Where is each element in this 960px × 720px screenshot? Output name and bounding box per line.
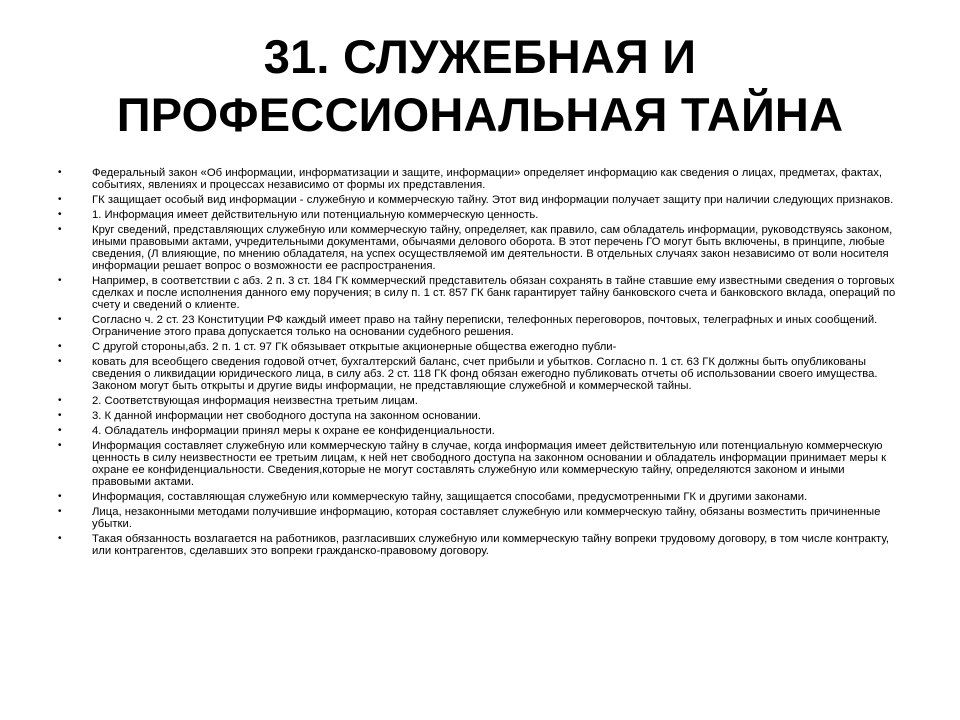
- bullet-item: [58, 209, 900, 221]
- bullet-icon: •: [58, 314, 62, 325]
- bullet-item: [58, 395, 900, 407]
- bullet-text: Например, в соответствии с абз. 2 п. 3 ст. 184 ГК коммерческий представитель обязан сохранять в тайне ставшие ему известными сведения о торговых сделках и после исполнения данного ему поручения; в силу п. 1 ст. 857 ГК банк гарантирует тайну банковского счета и банковского вклада, операций по счету и сведений о клиенте.: [92, 275, 896, 311]
- bullet-icon: •: [58, 209, 62, 220]
- bullet-item: [58, 533, 900, 557]
- bullet-text: С другой стороны,абз. 2 п. 1 ст. 97 ГК обязывает открытые акционерные общества ежегодно публи-: [92, 341, 617, 353]
- bullet-item: [58, 194, 900, 206]
- bullet-item: [58, 341, 900, 353]
- bullet-text: Согласно ч. 2 ст. 23 Конституции РФ каждый имеет право на тайну переписки, телефонных переговоров, почтовых, телеграфных и иных сообщений. Ограничение этого права допускается только на основании судебного решения.: [92, 314, 878, 338]
- bullet-text: Лица, незаконными методами получившие информацию, которая составляет служебную или коммерческую тайну, обязаны возместить причиненные убытки.: [92, 506, 881, 530]
- slide-title-line-1: 31. СЛУЖЕБНАЯ И: [263, 30, 697, 83]
- bullet-item: [58, 356, 900, 392]
- bullet-text: 4. Обладатель информации принял меры к охране ее конфиденциальности.: [92, 425, 495, 437]
- bullet-icon: •: [58, 491, 62, 502]
- slide-title-line-2: ПРОФЕССИОНАЛЬНАЯ ТАЙНА: [116, 88, 844, 141]
- bullet-icon: •: [58, 194, 62, 205]
- bullet-icon: •: [58, 341, 62, 352]
- bullet-icon: •: [58, 275, 62, 286]
- bullet-item: [58, 275, 900, 311]
- bullet-item: [58, 440, 900, 488]
- bullet-text: Федеральный закон «Об информации, информатизации и защите, информации» определяет информацию как сведения о лицах, предметах, фактах, событиях, явлениях и процессах независимо от формы их представления.: [92, 167, 883, 191]
- bullet-icon: •: [58, 356, 62, 367]
- bullet-list: [58, 167, 900, 560]
- bullet-item: [58, 167, 900, 191]
- bullet-item: [58, 491, 900, 503]
- bullet-item: [58, 224, 900, 272]
- bullet-text: Круг сведений, представляющих служебную или коммерческую тайну, определяет, как правило, сам обладатель информации, руководствуясь законом, иными правовыми актами, учредительными документами, обычаями делового оборота. В этот перечень ГО могут быть включены, в принципе, любые сведения, (Л влияющие, по мнению обладателя, на успех осуществляемой им деятельности. В отдельных случаях закон независимо от воли носителя информации решает вопрос о возможности ее распространения.: [92, 224, 893, 272]
- bullet-text: 3. К данной информации нет свободного доступа на законном основании.: [92, 410, 481, 422]
- bullet-icon: •: [58, 533, 62, 544]
- bullet-icon: •: [58, 440, 62, 451]
- bullet-item: [58, 506, 900, 530]
- bullet-icon: •: [58, 410, 62, 421]
- bullet-text: 2. Соответствующая информация неизвестна третьим лицам.: [92, 395, 418, 407]
- bullet-icon: •: [58, 167, 62, 178]
- bullet-text: Информация составляет служебную или коммерческую тайну в случае, когда информация имеет действительную или потенциальную коммерческую ценность в силу неизвестности ее третьим лицам, к ней нет свободного доступа на законном основании и обладатель информации принимает меры к охране ее конфиденциальности. Сведения,которые не могут составлять служебную или коммерческую тайну, определяются законом и иными правовыми актами.: [92, 440, 887, 488]
- slide-title: [40, 28, 920, 144]
- bullet-item: [58, 410, 900, 422]
- bullet-item: [58, 425, 900, 437]
- bullet-icon: •: [58, 506, 62, 517]
- bullet-text: 1. Информация имеет действительную или потенциальную коммерческую ценность.: [92, 209, 539, 221]
- bullet-text: Такая обязанность возлагается на работников, разгласивших служебную или коммерческую тайну вопреки трудовому договору, в том числе контракту, или контрагентов, сделавших это вопреки гражданско-правовому договору.: [92, 533, 889, 557]
- bullet-item: [58, 314, 900, 338]
- bullet-icon: •: [58, 395, 62, 406]
- bullet-text: Информация, составляющая служебную или коммерческую тайну, защищается способами, предусмотренными ГК и другими законами.: [92, 491, 808, 503]
- bullet-text: ГК защищает особый вид информации - служебную и коммерческую тайну. Этот вид информации получает защиту при наличии следующих признаков.: [92, 194, 894, 206]
- bullet-icon: •: [58, 224, 62, 235]
- bullet-icon: •: [58, 425, 62, 436]
- bullet-text: ковать для всеобщего сведения годовой отчет, бухгалтерский баланс, счет прибыли и убытков. Согласно п. 1 ст. 63 ГК должны быть опубликованы сведения о ликвидации юридического лица, в силу абз. 2 ст. 118 ГК фонд обязан ежегодно публиковать отчеты об использовании своего имущества. Законом могут быть открыты и другие виды информации, не представляющие служебной и коммерческой тайны.: [92, 356, 878, 392]
